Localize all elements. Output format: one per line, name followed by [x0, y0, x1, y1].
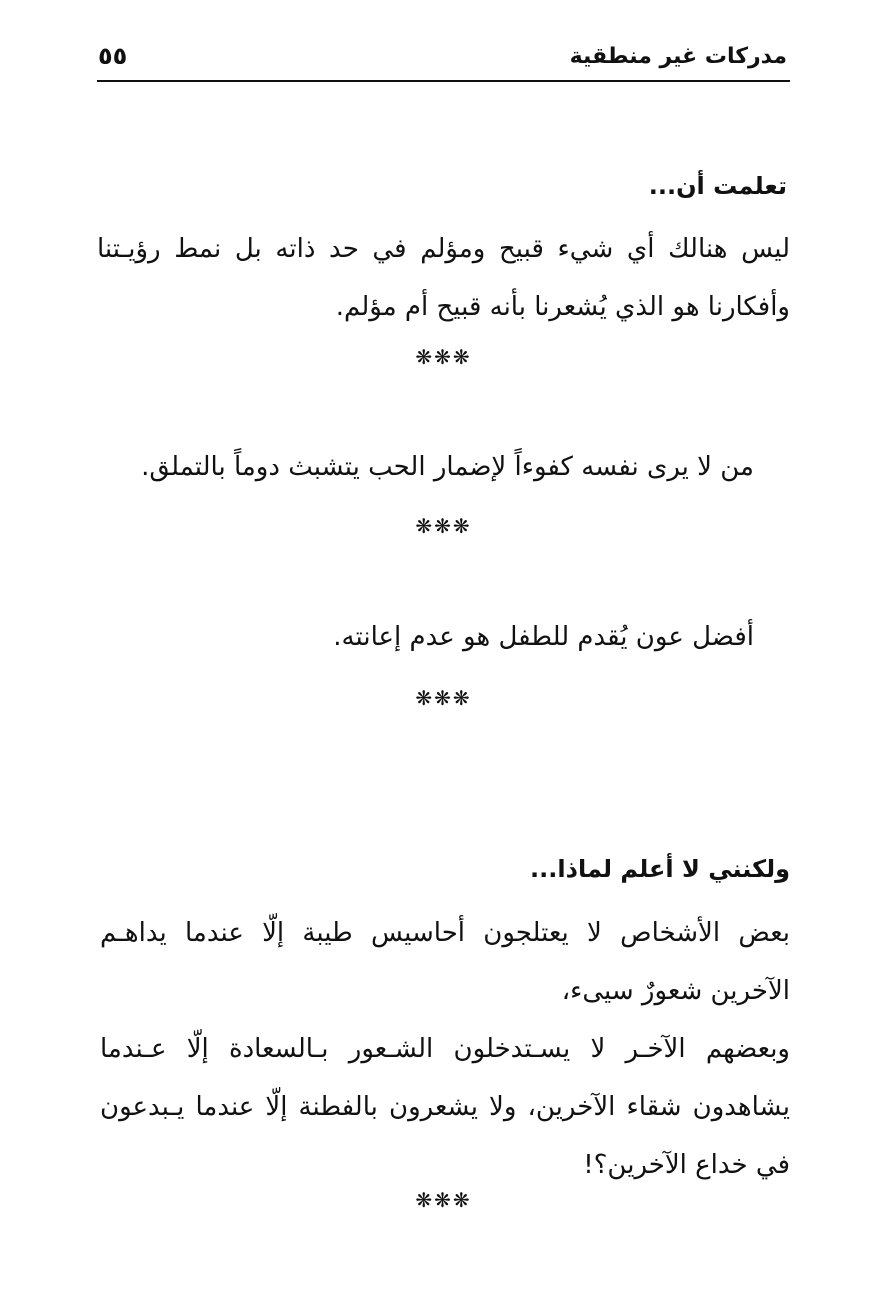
paragraph-people-2: وبعضهم الآخـر لا يسـتدخلون الشـعور بـالسعادة إلّا عـندما يشاهدون شقاء الآخرين، ولا يشعرون بالفطنة إلّا عندما يـبدعون في خداع الآخرين؟!: [100, 1034, 790, 1180]
paragraph-learned: ليس هنالك أي شيء قبيح ومؤلم في حد ذاته بل نمط رؤيـتنا وأفكارنا هو الذي يُشعرنا بأنه قبيح أم مؤلم.: [97, 234, 790, 322]
running-header-title: مدركات غير منطقية: [569, 44, 787, 69]
aphorism-love: من لا يرى نفسه كفوءاً لإضمار الحب يتشبث دوماً بالتملق.: [141, 452, 754, 482]
header-divider: [97, 80, 790, 82]
section-separator: ❋❋❋: [415, 1188, 472, 1212]
section-separator: ❋❋❋: [415, 345, 472, 369]
paragraph-people-1: بعض الأشخاص لا يعتلجون أحاسيس طيبة إلّا عندما يداهـم الآخرين شعورٌ سيىء،: [100, 918, 790, 1006]
section-separator: ❋❋❋: [415, 514, 472, 538]
page-number: ٥٥: [98, 42, 128, 70]
section-separator: ❋❋❋: [415, 686, 472, 710]
aphorism-child: أفضل عون يُقدم للطفل هو عدم إعانته.: [333, 622, 754, 652]
section-heading-learned: تعلمت أن...: [648, 172, 787, 200]
section-heading-why: ولكنني لا أعلم لماذا...: [530, 855, 790, 883]
